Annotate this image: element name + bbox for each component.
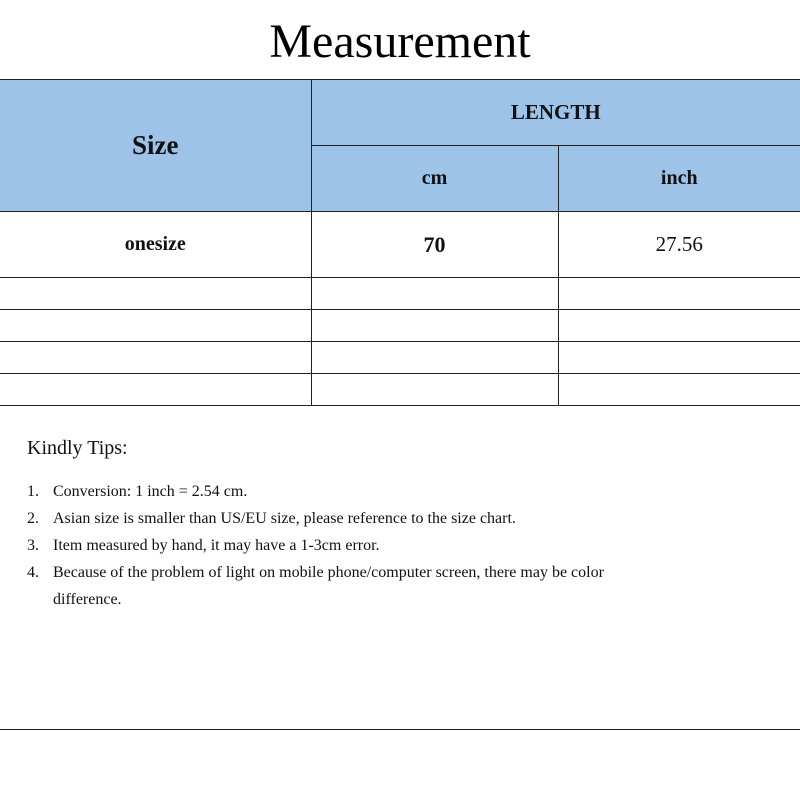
size-chart-table [0, 79, 800, 406]
tips-heading: Kindly Tips: [27, 437, 128, 459]
empty-cell [0, 342, 311, 374]
empty-cell [558, 374, 800, 406]
unit-header-cm: cm [311, 146, 558, 212]
table-row [0, 212, 800, 278]
empty-table-row [0, 342, 800, 374]
tip-text: Because of the problem of light on mobile phone/computer screen, there may be color difference. [53, 564, 604, 608]
empty-cell [0, 374, 311, 406]
empty-table-row [0, 374, 800, 406]
length-column-header: LENGTH [311, 80, 800, 146]
tips-list [27, 478, 727, 613]
tip-number: 4. [27, 564, 39, 581]
cm-cell: 70 [311, 212, 558, 278]
kindly-tips-section [27, 434, 727, 613]
tip-number: 3. [27, 537, 39, 554]
bottom-divider [0, 729, 800, 730]
empty-table-row [0, 310, 800, 342]
tip-text: Asian size is smaller than US/EU size, please reference to the size chart. [53, 510, 516, 527]
empty-cell [311, 342, 558, 374]
list-item [27, 532, 727, 559]
list-item [27, 505, 727, 532]
unit-header-inch: inch [558, 146, 800, 212]
empty-cell [311, 278, 558, 310]
empty-cell [558, 342, 800, 374]
inch-cell: 27.56 [558, 212, 800, 278]
table-header-row [0, 80, 800, 146]
empty-cell [558, 278, 800, 310]
empty-table-row [0, 278, 800, 310]
empty-cell [0, 310, 311, 342]
tip-number: 2. [27, 510, 39, 527]
tip-number: 1. [27, 483, 39, 500]
tip-text: Item measured by hand, it may have a 1-3cm error. [53, 537, 380, 554]
empty-cell [558, 310, 800, 342]
empty-cell [311, 310, 558, 342]
size-column-header: Size [0, 80, 311, 212]
page-title: Measurement [269, 15, 531, 68]
list-item [27, 559, 727, 613]
tip-text: Conversion: 1 inch = 2.54 cm. [53, 483, 248, 500]
list-item [27, 478, 727, 505]
empty-cell [311, 374, 558, 406]
empty-cell [0, 278, 311, 310]
size-cell: onesize [0, 212, 311, 278]
